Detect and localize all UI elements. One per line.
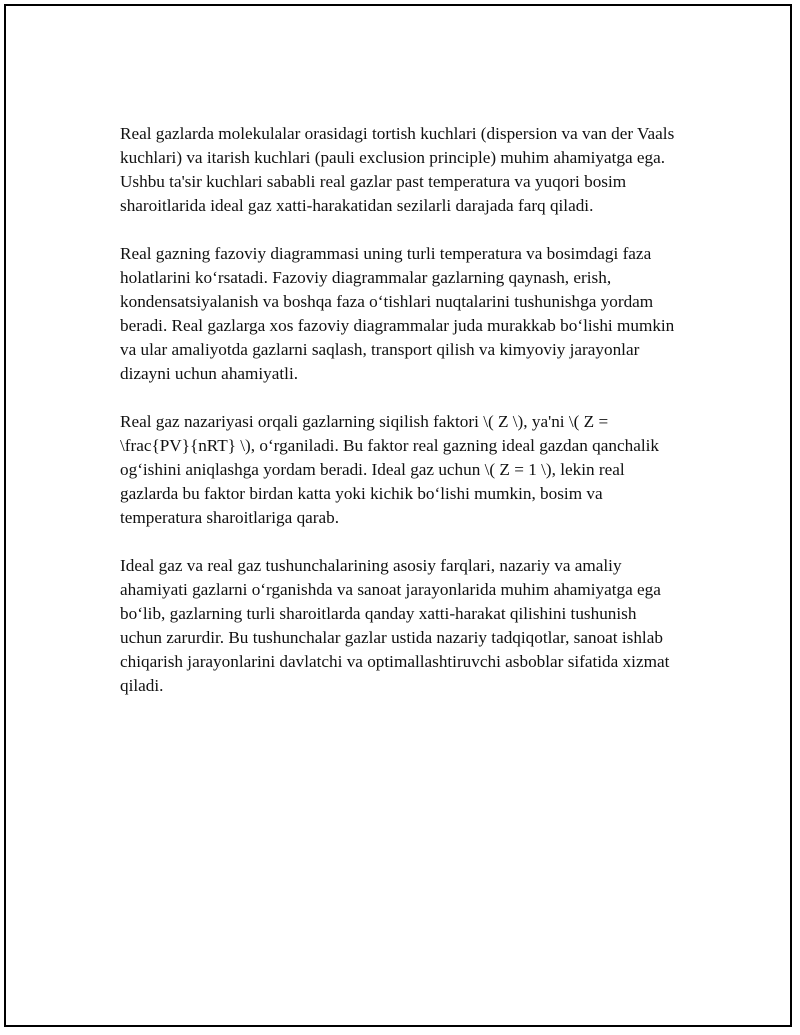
paragraph-4: Ideal gaz va real gaz tushunchalarining asosiy farqlari, nazariy va amaliy ahamiyati gazlarni oʻrganishda va sanoat jarayonlarida muhim ahamiyatga ega boʻlib, gazlarning turli sharoitlarda qanday xatti-harakat qilishini tushunish uchun zarurdir. Bu tushunchalar gazlar ustida nazariy tadqiqotlar, sanoat ishlab chiqarish jarayonlarini davlatchi va optimallashtiruvchi asboblar sifatida xizmat qiladi. [120, 556, 670, 695]
paragraph-3: Real gaz nazariyasi orqali gazlarning siqilish faktori \( Z \), ya'ni \( Z = \frac{PV}{nRT} \), oʻrganiladi. Bu faktor real gazning ideal gazdan qanchalik ogʻishini aniqlashga yordam beradi. Ideal gaz uchun \( Z = 1 \), lekin real gazlarda bu faktor birdan katta yoki kichik boʻlishi mumkin, bosim va temperatura sharoitlariga qarab. [120, 412, 659, 527]
paragraph-1: Real gazlarda molekulalar orasidagi tortish kuchlari (dispersion va van der Vaals kuchlari) va itarish kuchlari (pauli exclusion principle) muhim ahamiyatga ega. Ushbu ta'sir kuchlari sababli real gazlar past temperatura va yuqori bosim sharoitlarida ideal gaz xatti-harakatidan sezilarli darajada farq qiladi. [120, 124, 675, 215]
paragraph-2: Real gazning fazoviy diagrammasi uning turli temperatura va bosimdagi faza holatlarini koʻrsatadi. Fazoviy diagrammalar gazlarning qaynash, erish, kondensatsiyalanish va boshqa faza oʻtishlari nuqtalarini tushunishga yordam beradi. Real gazlarga xos fazoviy diagrammalar juda murakkab boʻlishi mumkin va ular amaliyotda gazlarni saqlash, transport qilish va kimyoviy jarayonlar dizayni uchun ahamiyatli. [120, 244, 675, 383]
document-body [120, 122, 680, 722]
page-frame [4, 4, 792, 1027]
